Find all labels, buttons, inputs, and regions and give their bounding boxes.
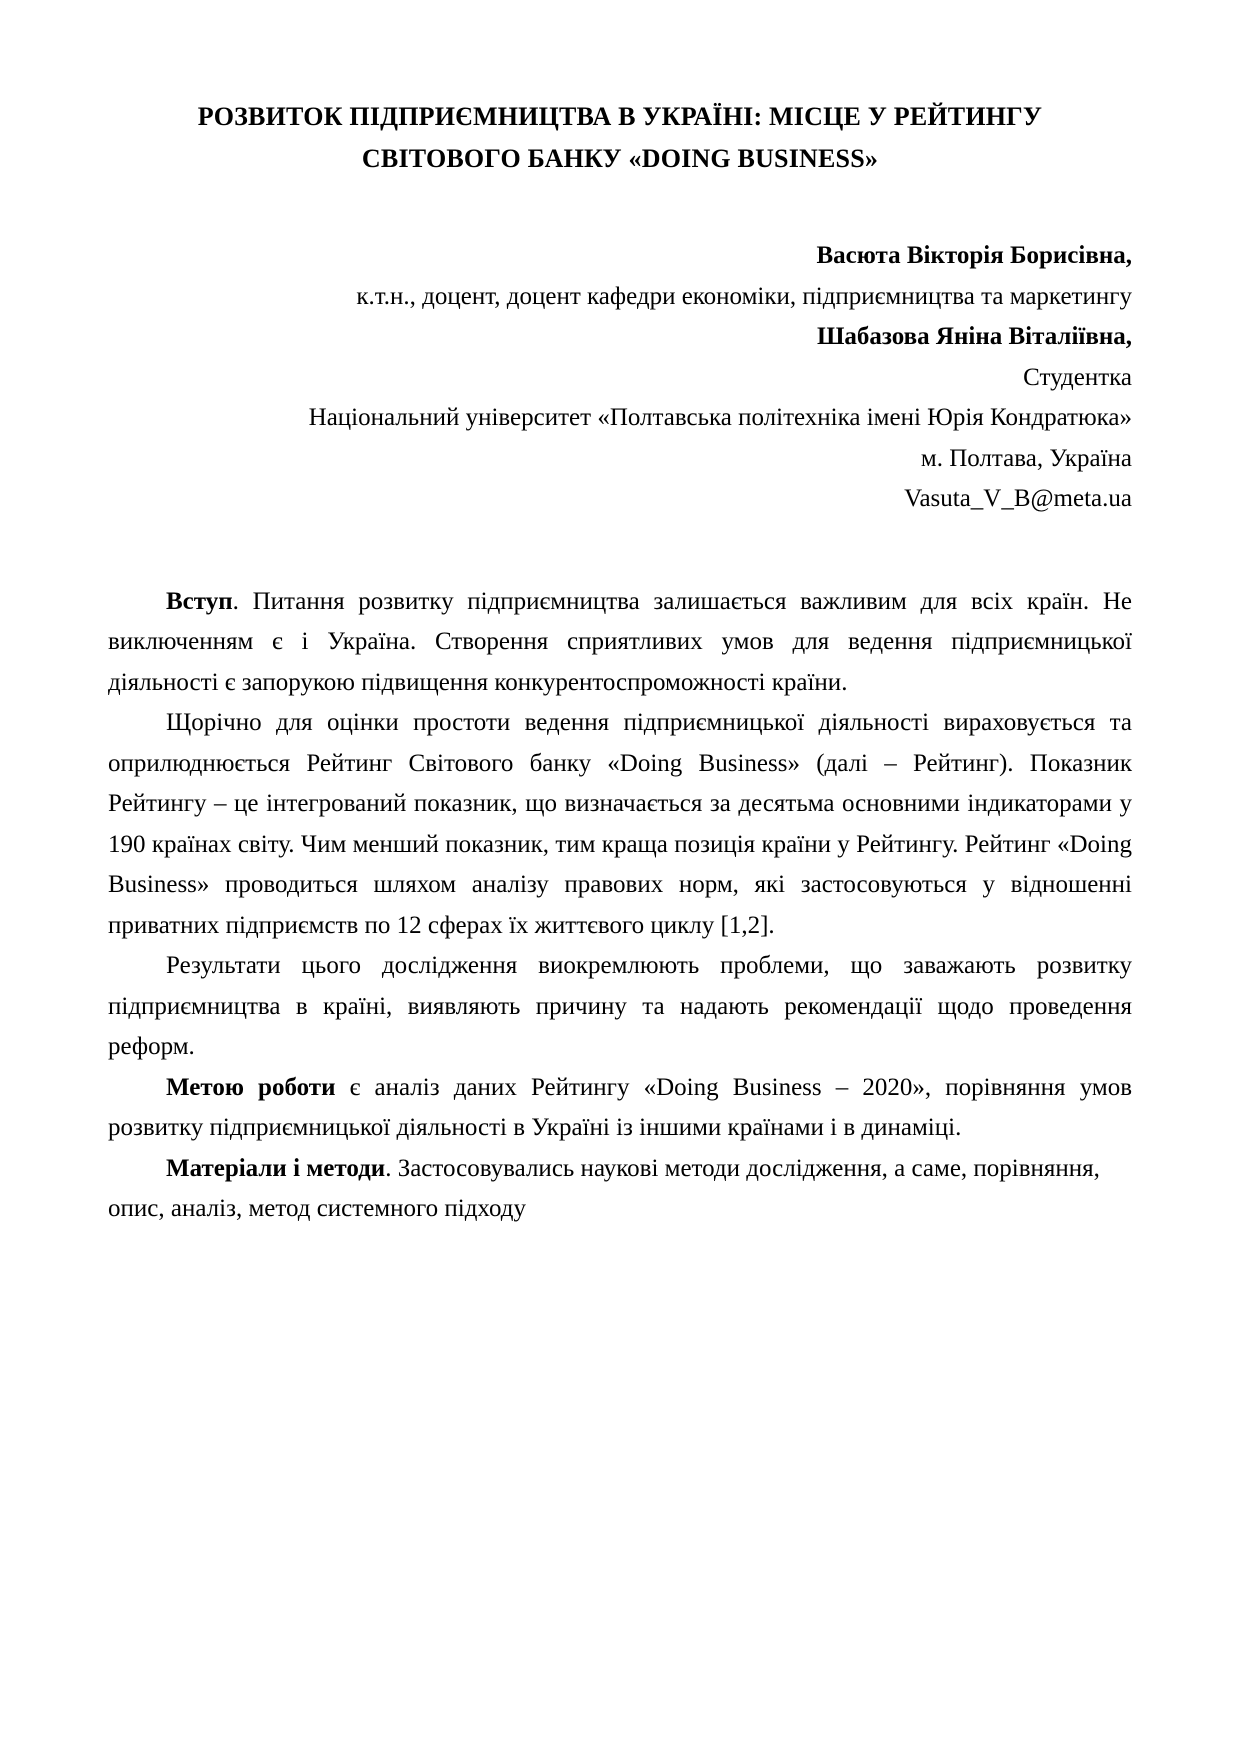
title-line-2: СВІТОВОГО БАНКУ «DOING BUSINESS» bbox=[361, 144, 879, 174]
title-line-1: РОЗВИТОК ПІДПРИЄМНИЦТВА В УКРАЇНІ: МІСЦЕ У РЕЙТИНГУ bbox=[197, 102, 1043, 131]
paragraph-1-lead: Вступ bbox=[166, 587, 233, 615]
paragraph-1-text: . Питання розвитку підприємництва залишається важливим для всіх країн. Не виключенням є і Україна. Створення сприятливих умов для ведення підприємницької діяльності є запорукою підвищення конкурентоспроможності країни. bbox=[108, 587, 1132, 696]
authors-block bbox=[108, 236, 1132, 520]
paragraph-4-text: є аналіз даних Рейтингу «Doing Business – 2020», порівняння умов розвитку підприємницької діяльності в Україні із іншими країнами і в динаміці. bbox=[108, 1073, 1132, 1142]
paragraph-2-text: Щорічно для оцінки простоти ведення підприємницької діяльності вираховується та оприлюднюється Рейтинг Світового банку «Doing Business» (далі – Рейтинг). Показник Рейтингу – це інтегрований показник, що визначається за десятьма основними індикаторами у 190 країнах світу. Чим менший показник, тим краща позиція країни у Рейтингу. Рейтинг «Doing Business» проводиться шляхом аналізу правових норм, які застосовуються у відношенні приватних підприємств по 12 сферах їх життєвого циклу [1,2]. bbox=[108, 709, 1132, 939]
author-email: Vasuta_V_B@meta.ua bbox=[904, 485, 1132, 513]
paragraph-3 bbox=[108, 946, 1132, 1068]
page-title bbox=[138, 96, 1102, 180]
paragraph-4 bbox=[108, 1068, 1132, 1149]
author-1-role: к.т.н., доцент, доцент кафедри економіки, підприємництва та маркетингу bbox=[356, 282, 1132, 310]
paragraph-5-text: . Застосовувались наукові методи дослідження, а саме, порівняння, опис, аналіз, метод системного підходу bbox=[108, 1154, 1100, 1223]
affiliation: Національний університет «Полтавська політехніка імені Юрія Кондратюка» bbox=[308, 404, 1132, 432]
author-2-role: Студентка bbox=[1023, 363, 1132, 391]
document-body bbox=[108, 582, 1132, 1230]
author-1-name: Васюта Вікторія Борисівна, bbox=[816, 242, 1132, 270]
paragraph-1 bbox=[108, 582, 1132, 704]
author-2-name: Шабазова Яніна Віталіївна, bbox=[816, 323, 1132, 351]
paragraph-4-lead: Метою роботи bbox=[166, 1073, 336, 1101]
paragraph-3-text: Результати цього дослідження виокремлюють проблеми, що заважають розвитку підприємництва в країні, виявляють причину та надають рекомендації щодо проведення реформ. bbox=[108, 952, 1132, 1061]
paragraph-5 bbox=[108, 1149, 1132, 1230]
paragraph-2 bbox=[108, 703, 1132, 946]
paragraph-5-lead: Матеріали і методи bbox=[166, 1154, 386, 1182]
city-country: м. Полтава, Україна bbox=[920, 444, 1132, 472]
